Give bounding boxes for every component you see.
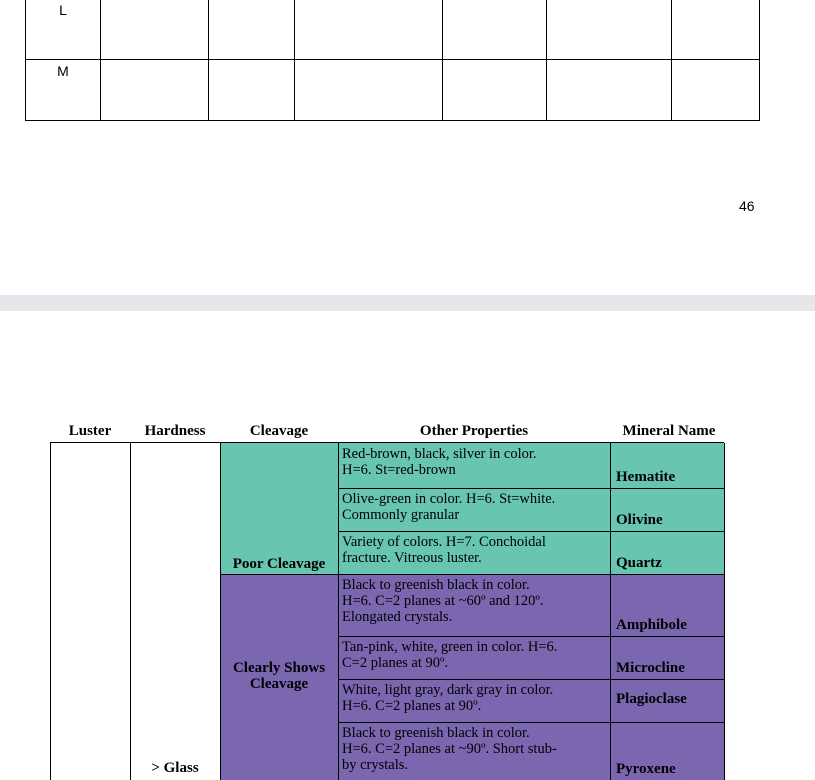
grid-line <box>338 636 724 637</box>
props-line: Black to greenish black in color. <box>342 577 530 593</box>
worksheet-page <box>0 0 815 295</box>
worksheet-table <box>25 0 760 121</box>
props-line: by crystals. <box>342 757 409 773</box>
header-luster: Luster <box>68 423 112 439</box>
props-line: H=6. C=2 planes at ~90º. Short stub- <box>342 741 557 757</box>
cleavage-poor-label: Poor Cleavage <box>232 556 326 572</box>
mineral-name: Olivine <box>616 512 663 528</box>
mineral-props-quartz <box>338 531 610 574</box>
props-line: Red-brown, black, silver in color. <box>342 446 537 462</box>
mineral-name: Hematite <box>616 469 676 485</box>
table-cell <box>101 0 209 60</box>
mineral-name-hematite <box>610 443 724 488</box>
props-line: Variety of colors. H=7. Conchoidal <box>342 534 546 550</box>
table-cell <box>101 60 209 121</box>
mineral-chart-page <box>0 311 815 780</box>
mineral-name-microcline <box>610 636 724 679</box>
table-cell <box>443 60 547 121</box>
props-line: H=6. C=2 planes at 90º. <box>342 698 482 714</box>
props-line: H=6. C=2 planes at ~60º and 120º. <box>342 593 544 609</box>
mineral-props-amphibole <box>338 574 610 636</box>
cleavage-poor-cell <box>220 443 338 574</box>
header-hardness: Hardness <box>144 423 206 439</box>
mineral-name: Pyroxene <box>616 761 676 777</box>
cleavage-clear-cell <box>220 574 338 780</box>
grid-line <box>724 443 725 780</box>
table-cell <box>209 60 295 121</box>
page-separator <box>0 295 815 311</box>
mineral-name: Amphibole <box>616 617 687 633</box>
row-label-cell <box>26 0 101 60</box>
mineral-props-pyroxene <box>338 722 610 780</box>
mineral-name-pyroxene <box>610 722 724 780</box>
table-cell <box>672 0 760 60</box>
hardness-value: > Glass <box>151 760 199 776</box>
grid-line <box>338 722 724 723</box>
props-line: Black to greenish black in color. <box>342 725 530 741</box>
props-line: White, light gray, dark gray in color. <box>342 682 554 698</box>
row-label-l: L <box>59 2 67 18</box>
grid-line <box>130 443 131 780</box>
table-cell <box>443 0 547 60</box>
props-line: H=6. St=red-brown <box>342 462 456 478</box>
mineral-name-olivine <box>610 488 724 531</box>
mineral-name: Quartz <box>616 555 662 571</box>
table-cell <box>672 60 760 121</box>
props-line: Olive-green in color. H=6. St=white. <box>342 491 556 507</box>
table-cell <box>209 0 295 60</box>
props-line: Elongated crystals. <box>342 609 453 625</box>
table-row <box>26 0 760 60</box>
table-cell <box>295 60 443 121</box>
page-number: 46 <box>739 198 755 214</box>
props-line: Commonly granular <box>342 507 460 523</box>
mineral-props-hematite <box>338 443 610 488</box>
cleavage-clear-label-line1: Clearly Shows <box>232 660 326 676</box>
header-other-properties: Other Properties <box>419 423 529 439</box>
props-line: C=2 planes at 90º. <box>342 655 449 671</box>
mineral-name-quartz <box>610 531 724 574</box>
grid-line <box>220 443 221 780</box>
mineral-name-plagioclase <box>610 679 724 722</box>
mineral-name: Plagioclase <box>616 691 687 707</box>
props-line: fracture. Vitreous luster. <box>342 550 482 566</box>
mineral-props-plagioclase <box>338 679 610 722</box>
row-label-m: M <box>57 63 69 79</box>
header-mineral-name: Mineral Name <box>622 423 716 439</box>
cleavage-clear-label-line2: Cleavage <box>249 676 309 692</box>
table-cell <box>547 0 672 60</box>
mineral-name-amphibole <box>610 574 724 636</box>
header-cleavage: Cleavage <box>249 423 309 439</box>
table-row <box>26 60 760 121</box>
row-label-cell <box>26 60 101 121</box>
props-line: Tan-pink, white, green in color. H=6. <box>342 639 558 655</box>
grid-line <box>338 443 339 780</box>
grid-line <box>50 443 51 780</box>
grid-line <box>610 443 611 780</box>
grid-line <box>338 488 724 489</box>
grid-line <box>338 679 724 680</box>
grid-line <box>220 574 724 575</box>
grid-line <box>338 531 724 532</box>
mineral-name: Microcline <box>616 660 685 676</box>
mineral-props-microcline <box>338 636 610 679</box>
table-cell <box>295 0 443 60</box>
mineral-props-olivine <box>338 488 610 531</box>
table-cell <box>547 60 672 121</box>
